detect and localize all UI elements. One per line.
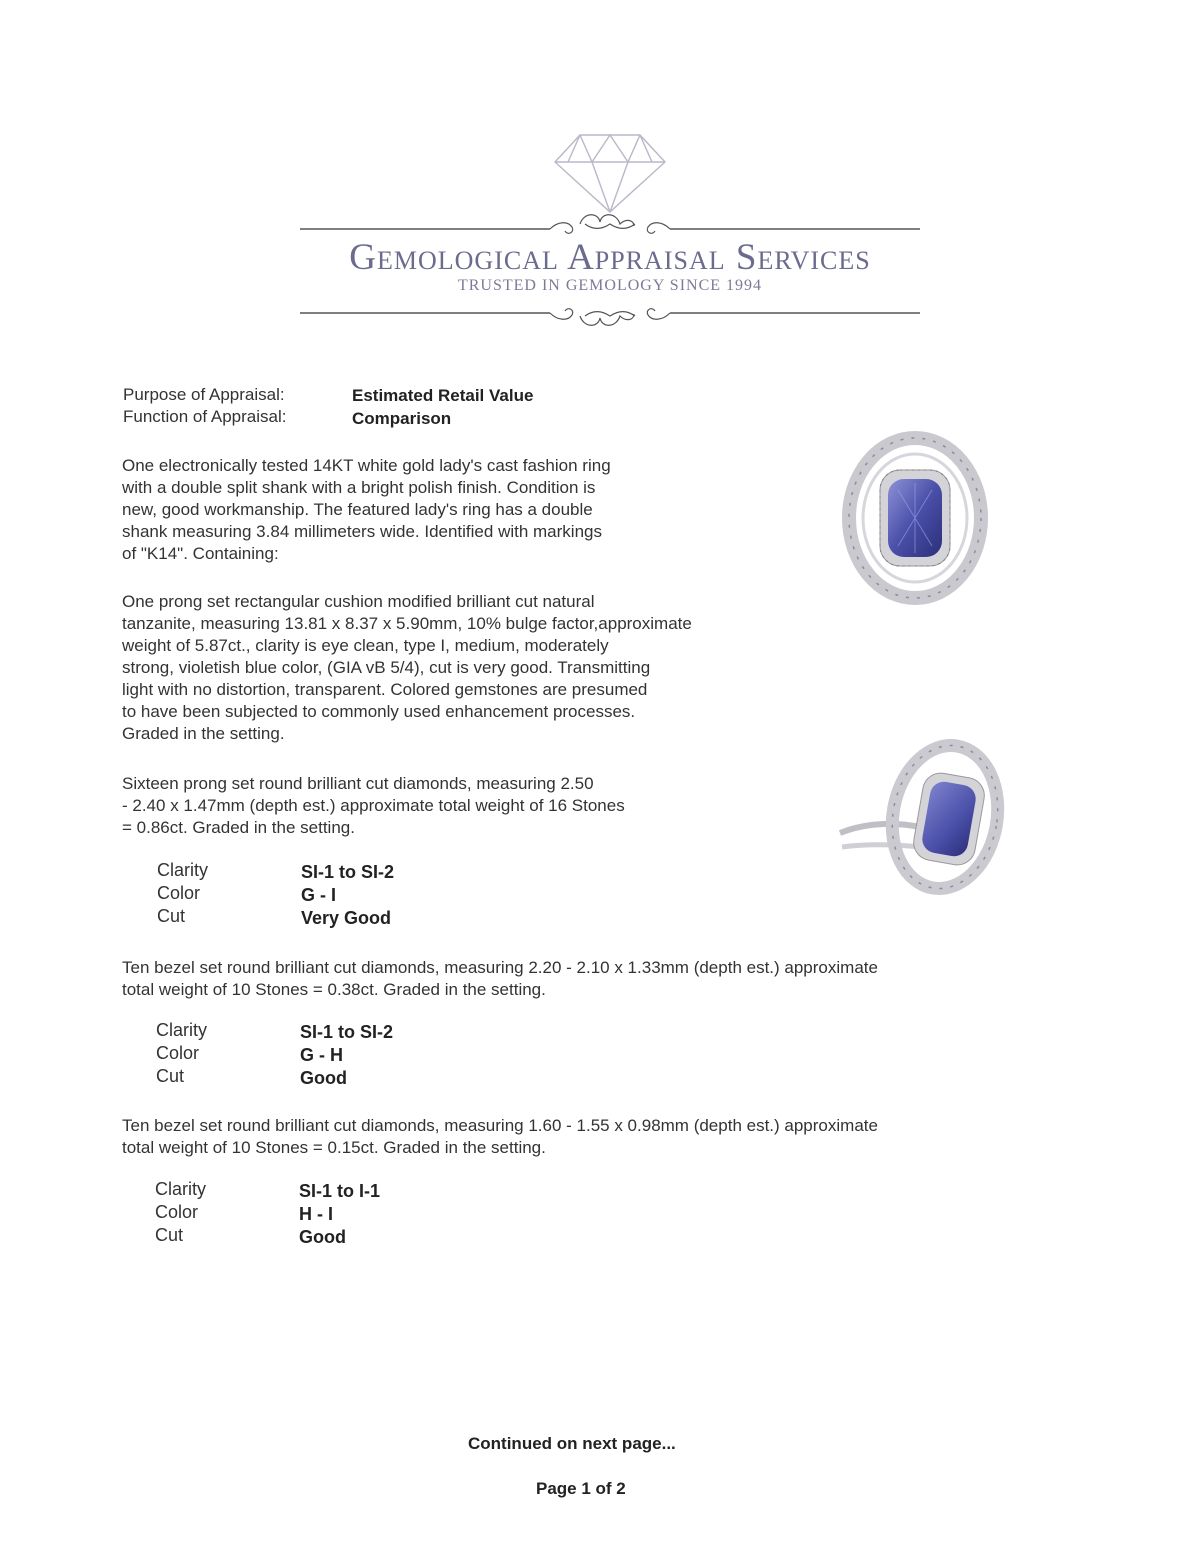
color-label: Color: [155, 1202, 199, 1222]
function-value: Comparison: [352, 409, 452, 428]
description-line: shank measuring 3.84 millimeters wide. Identified with markings: [122, 522, 602, 541]
clarity-value: SI-1 to I-1: [299, 1181, 381, 1201]
clarity-label: Clarity: [157, 860, 209, 880]
ring-top-view-image: [840, 428, 990, 608]
diamond-group-line: Ten bezel set round brilliant cut diamonds, measuring 2.20 - 2.10 x 1.33mm (depth est.) approximate: [122, 958, 878, 977]
center-stone-description: [122, 591, 692, 745]
cut-label: Cut: [157, 906, 186, 926]
diamond-group-1-description: [122, 773, 625, 839]
cut-value: Good: [300, 1068, 347, 1088]
color-value: G - H: [300, 1045, 343, 1065]
diamond-group-line: total weight of 10 Stones = 0.15ct. Graded in the setting.: [122, 1138, 546, 1157]
diamond-group-line: total weight of 10 Stones = 0.38ct. Graded in the setting.: [122, 980, 546, 999]
diamond-icon: [555, 135, 665, 212]
function-label: Function of Appraisal:: [123, 407, 287, 426]
clarity-value: SI-1 to SI-2: [301, 862, 395, 882]
cut-value: Good: [299, 1227, 346, 1247]
center-stone-line: One prong set rectangular cushion modified brilliant cut natural: [122, 592, 595, 611]
purpose-label: Purpose of Appraisal:: [123, 385, 285, 404]
color-label: Color: [156, 1043, 200, 1063]
cut-label: Cut: [156, 1066, 185, 1086]
center-stone-line: Graded in the setting.: [122, 724, 285, 743]
center-stone-line: tanzanite, measuring 13.81 x 8.37 x 5.90mm, 10% bulge factor,approximate: [122, 614, 692, 633]
description-line: with a double split shank with a bright polish finish. Condition is: [122, 478, 596, 497]
description-line: new, good workmanship. The featured lady's ring has a double: [122, 500, 593, 519]
description-line: One electronically tested 14KT white gold lady's cast fashion ring: [122, 456, 611, 475]
flourish-top: [550, 215, 670, 234]
company-tagline: TRUSTED IN GEMOLOGY SINCE 1994: [457, 277, 763, 294]
color-value: G - I: [301, 885, 336, 905]
diamond-group-line: Sixteen prong set round brilliant cut diamonds, measuring 2.50: [122, 774, 594, 793]
clarity-value: SI-1 to SI-2: [300, 1022, 394, 1042]
center-stone-line: to have been subjected to commonly used enhancement processes.: [122, 702, 636, 721]
clarity-label: Clarity: [156, 1020, 208, 1040]
diamond-group-line: Ten bezel set round brilliant cut diamonds, measuring 1.60 - 1.55 x 0.98mm (depth est.) approximate: [122, 1116, 878, 1135]
clarity-label: Clarity: [155, 1179, 207, 1199]
company-name: Gemological Appraisal Services: [349, 237, 871, 278]
purpose-value: Estimated Retail Value: [352, 386, 534, 405]
diamond-group-line: = 0.86ct. Graded in the setting.: [122, 818, 355, 837]
color-value: H - I: [299, 1204, 333, 1224]
continued-notice: Continued on next page...: [468, 1434, 676, 1453]
center-stone-line: light with no distortion, transparent. Colored gemstones are presumed: [122, 680, 648, 699]
diamond-group-3-description: [122, 1115, 878, 1159]
page-number: Page 1 of 2: [536, 1479, 626, 1498]
cut-value: Very Good: [301, 908, 392, 928]
flourish-bottom: [550, 309, 670, 326]
description-line: of "K14". Containing:: [122, 544, 279, 563]
ring-side-view-image: [830, 735, 1005, 905]
company-logo: [280, 120, 940, 350]
color-label: Color: [157, 883, 201, 903]
center-stone-line: strong, violetish blue color, (GIA vB 5/4), cut is very good. Transmitting: [122, 658, 651, 677]
diamond-group-line: - 2.40 x 1.47mm (depth est.) approximate total weight of 16 Stones: [122, 796, 625, 815]
cut-label: Cut: [155, 1225, 184, 1245]
ring-description: [122, 455, 611, 565]
center-stone-line: weight of 5.87ct., clarity is eye clean, type I, medium, moderately: [122, 636, 609, 655]
diamond-group-2-description: [122, 957, 878, 1001]
